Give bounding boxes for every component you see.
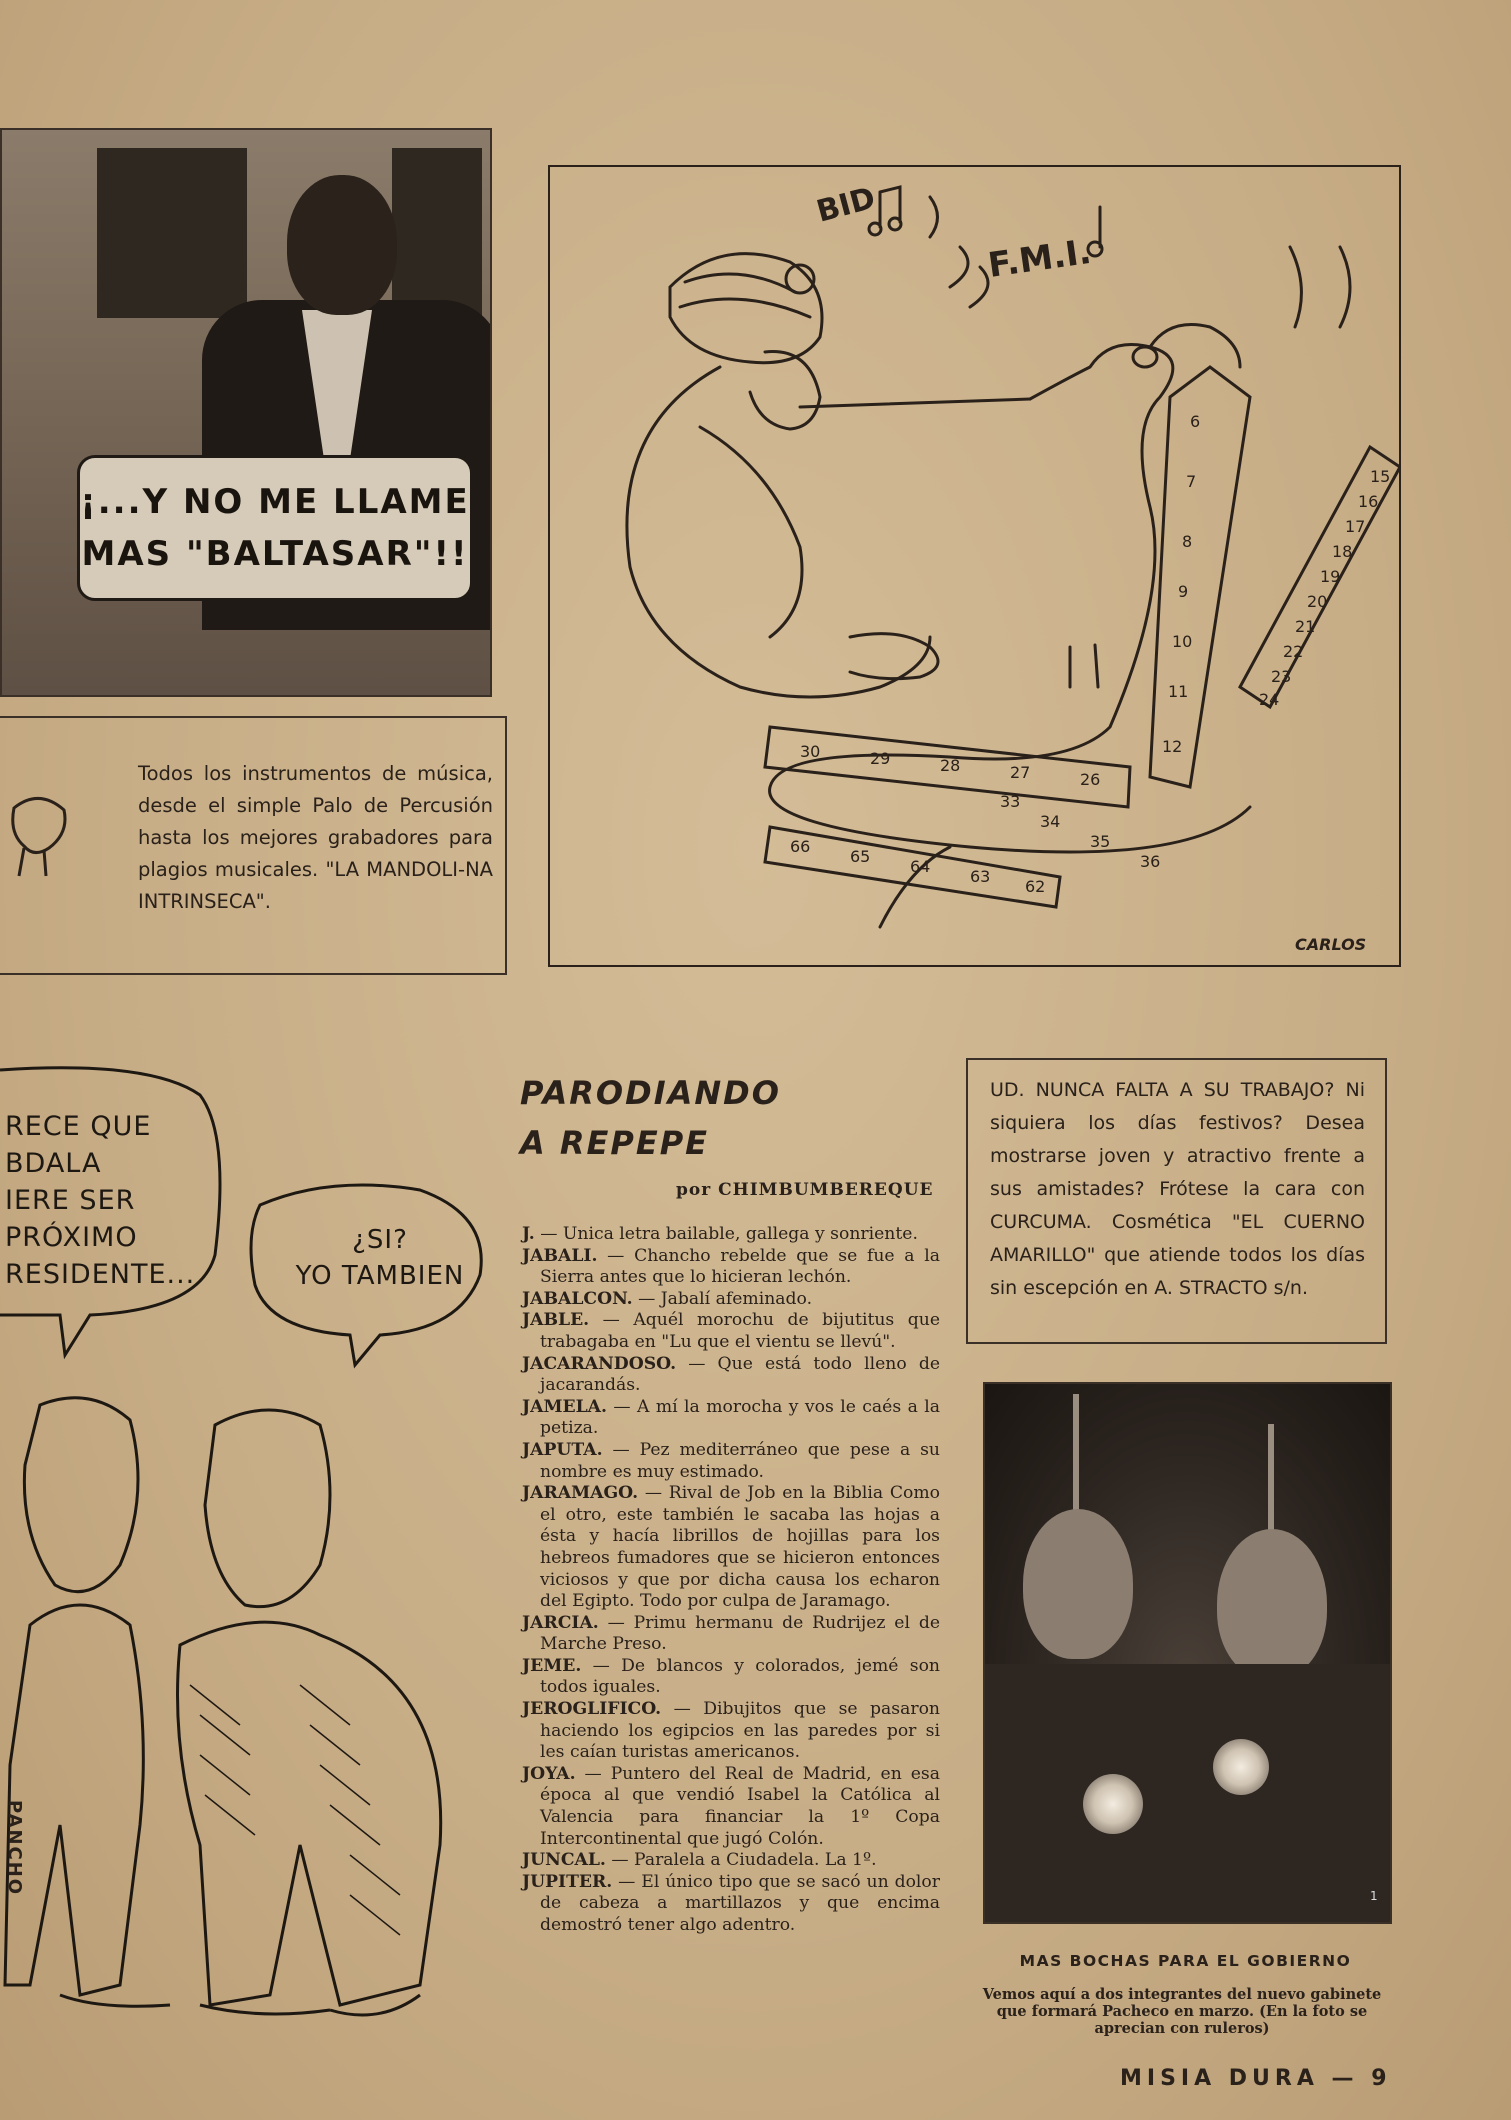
- ruler-b-num-5: 20: [1307, 592, 1328, 611]
- cosmetic-ad-text: UD. NUNCA FALTA A SU TRABAJO? Ni siquiera los días festivos? Desea mostrarse joven y atractivo frente a sus amistades? Frótese la cara con CURCUMA. Cosmética "EL CUERNO AMARILLO" que atiende todos los días sin escepción en A. STRACTO s/n.: [990, 1079, 1365, 1299]
- bubble1-line-1: RECE QUE: [5, 1111, 152, 1142]
- music-ad-box: [0, 716, 507, 975]
- baltasar-speech-sign: [77, 455, 473, 601]
- entry: JUPITER. — El único tipo que se sacó un dolor de cabeza a martillazos y que encima demostró tener algo adentro.: [522, 1871, 940, 1935]
- bubble2-line-2: YO TAMBIEN: [295, 1261, 465, 1291]
- parody-title: [520, 1068, 781, 1168]
- ruler-b-num-0: 15: [1370, 467, 1391, 486]
- ruler-a-num-6: 12: [1162, 737, 1183, 756]
- ruler-b-num-9: 24: [1259, 690, 1280, 709]
- speech-bubble-right: [275, 1222, 485, 1294]
- cartoon-signature: CARLOS: [1295, 935, 1367, 954]
- person-right-head: [1217, 1529, 1327, 1679]
- bubble1-line-3: IERE SER: [5, 1185, 136, 1216]
- ruler-c-num-2: 28: [940, 756, 961, 775]
- entry: JARAMAGO. — Rival de Job en la Biblia Como el otro, este también le sacaba las hojas a ésta y hacía librillos de hojillas para los hebreos fumadores que se hicieron entonces viciosos y que por dicha causa los echaron del Egipto. Todo por culpa de Jaramago.: [522, 1483, 940, 1612]
- entry: JUNCAL. — Paralela a Ciudadela. La 1º.: [522, 1850, 877, 1871]
- entry: JACARANDOSO. — Que está todo lleno de jacarandás.: [522, 1353, 940, 1396]
- title-line-2: A REPEPE: [520, 1124, 710, 1162]
- fmi-label: F.M.I.: [985, 231, 1094, 286]
- cartoon-drawing: [550, 167, 1399, 965]
- machine-body: [985, 1664, 1390, 1922]
- music-ad-text: Todos los instrumentos de música, desde el simple Palo de Percusión hasta los mejores grabadores para plagios musicales. "LA MANDOLI-NA INTRINSECA".: [138, 762, 493, 913]
- music-ad-drawing: [4, 788, 74, 878]
- ruler-d-num-2: 35: [1090, 832, 1111, 851]
- photo-corner-mark: 1: [1370, 1889, 1378, 1903]
- ruler-b-num-1: 16: [1358, 492, 1379, 511]
- bubble1-line-4: PRÓXIMO: [5, 1222, 138, 1253]
- ruler-e-num-0: 66: [790, 837, 811, 856]
- ruler-e-num-2: 64: [910, 857, 931, 876]
- entry: JABALCON. — Jabalí afeminado.: [522, 1288, 813, 1309]
- entry: J. — Unica letra bailable, gallega y sonriente.: [522, 1224, 918, 1244]
- ruler-b-num-8: 23: [1271, 667, 1292, 686]
- ruler-a-num-5: 11: [1168, 682, 1189, 701]
- ruler-d-num-3: 36: [1140, 852, 1161, 871]
- ruler-c-num-0: 30: [800, 742, 821, 761]
- ruler-c-num-1: 29: [870, 749, 891, 768]
- ruler-a-num-2: 8: [1182, 532, 1193, 551]
- window-left: [97, 148, 247, 318]
- ruler-e-num-4: 62: [1025, 877, 1046, 896]
- bubble1-line-5: RESIDENTE...: [5, 1259, 196, 1290]
- man-head: [287, 175, 397, 315]
- antenna-left: [1073, 1394, 1079, 1524]
- sign-line-1: ¡...Y NO ME LLAME: [80, 482, 470, 522]
- photo-title: MAS BOCHAS PARA EL GOBIERNO: [1019, 1952, 1352, 1970]
- bid-label: BID: [813, 180, 879, 230]
- ruler-d-num-1: 34: [1040, 812, 1061, 831]
- window-right: [392, 148, 482, 318]
- ruler-a-num-0: 6: [1190, 412, 1201, 431]
- light-right: [1213, 1739, 1269, 1795]
- ruler-a-num-4: 10: [1172, 632, 1193, 651]
- entry: JARCIA. — Primu hermanu de Rudrijez el de Marche Preso.: [522, 1612, 940, 1655]
- entry: JAPUTA. — Pez mediterráneo que pese a su nombre es muy estimado.: [522, 1439, 940, 1482]
- entry: JABLE. — Aquél morochu de bijutitus que trabagaba en "Lu que el vientu se llevú".: [522, 1310, 940, 1352]
- parody-entries: [522, 1224, 940, 1937]
- ruler-b-num-6: 21: [1295, 617, 1316, 636]
- ruler-a-num-1: 7: [1186, 472, 1197, 491]
- entry: JEROGLIFICO. — Dibujitos que se pasaron haciendo los egipcios en las paredes por si les caían turistas americanos.: [522, 1699, 940, 1763]
- entry: JOYA. — Puntero del Real de Madrid, en esa época al que vendió Isabel la Católica al Valencia para financiar la 1º Copa Intercontinental que jugó Colón.: [522, 1763, 940, 1849]
- bubble2-line-1: ¿SI?: [352, 1225, 408, 1255]
- ruler-b-num-2: 17: [1345, 517, 1366, 536]
- ruler-e-num-1: 65: [850, 847, 871, 866]
- sign-line-2: MAS "BALTASAR"!!: [81, 534, 469, 574]
- ruler-e-num-3: 63: [970, 867, 991, 886]
- caricature-signature: PANCHO: [4, 1800, 25, 1897]
- government-photo: [983, 1382, 1392, 1924]
- snake-charmer-cartoon: [548, 165, 1401, 967]
- antenna-right: [1268, 1424, 1274, 1544]
- ruler-d-num-0: 33: [1000, 792, 1021, 811]
- cosmetic-ad-box: [966, 1058, 1387, 1344]
- ruler-c-num-4: 26: [1080, 770, 1101, 789]
- page-footer: MISIA DURA — 9: [1120, 2066, 1392, 2091]
- light-left: [1083, 1774, 1143, 1834]
- ruler-b-num-3: 18: [1332, 542, 1353, 561]
- ruler-b-num-7: 22: [1283, 642, 1304, 661]
- ruler-a-num-3: 9: [1178, 582, 1189, 601]
- ruler-b-num-4: 19: [1320, 567, 1341, 586]
- speech-bubble-left: [5, 1108, 195, 1293]
- title-line-1: PARODIANDO: [520, 1074, 781, 1112]
- entry: JABALI. — Chancho rebelde que se fue a la Sierra antes que lo hicieran lechón.: [522, 1245, 940, 1288]
- baltasar-photo: [0, 128, 492, 697]
- person-left-head: [1023, 1509, 1133, 1659]
- bubble1-line-2: BDALA: [5, 1148, 102, 1179]
- parody-author: por CHIMBUMBEREQUE: [676, 1180, 934, 1200]
- entry: JAMELA. — A mí la morocha y vos le caés a la petiza.: [522, 1396, 940, 1439]
- ruler-c-num-3: 27: [1010, 763, 1031, 782]
- photo-caption: Vemos aquí a dos integrantes del nuevo gabinete que formará Pacheco en marzo. (En la foto se aprecian con ruleros): [982, 1986, 1382, 2037]
- entry: JEME. — De blancos y colorados, jemé son todos iguales.: [522, 1655, 940, 1698]
